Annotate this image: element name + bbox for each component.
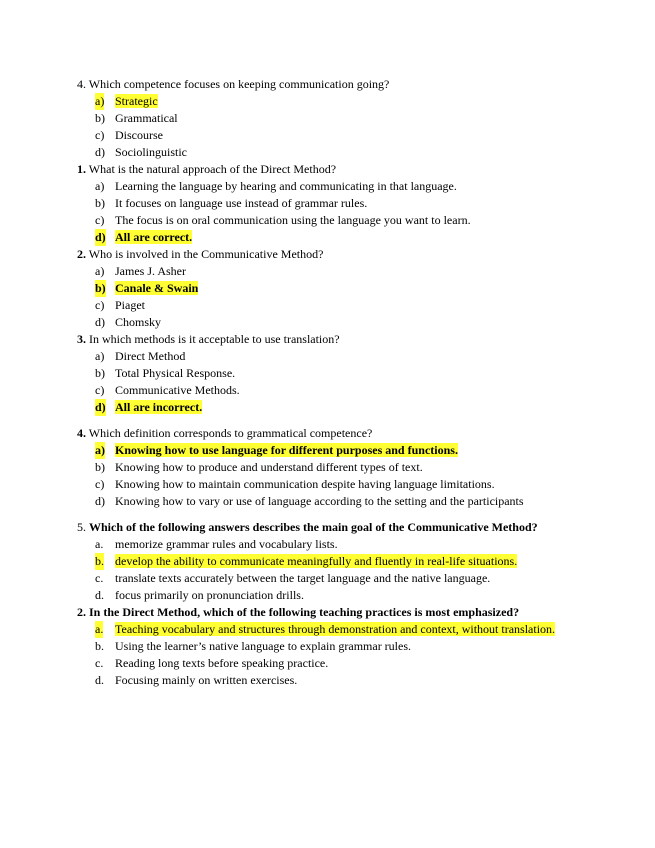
question-number: 3.: [77, 332, 86, 346]
option-label: d.: [95, 673, 104, 687]
answer-option: [77, 476, 582, 493]
option-label: c.: [95, 571, 104, 585]
option-label: b): [95, 460, 105, 474]
option-label: d.: [95, 588, 104, 602]
option-text: Learning the language by hearing and communicating in that language.: [115, 179, 457, 193]
answer-option: [77, 399, 582, 416]
option-text-highlighted: develop the ability to communicate meaningfully and fluently in real-life situations.: [115, 554, 518, 568]
option-label: b): [95, 366, 105, 380]
option-label: d): [95, 315, 105, 329]
option-label: b): [95, 111, 105, 125]
option-label: c): [95, 213, 105, 227]
question-text: [77, 246, 582, 263]
option-text-highlighted: Strategic: [115, 94, 158, 108]
answer-option: [77, 178, 582, 195]
option-label: b.: [95, 639, 104, 653]
option-text: Using the learner’s native language to explain grammar rules.: [115, 639, 412, 653]
answer-option: [77, 459, 582, 476]
document-body: [77, 76, 582, 689]
answer-option: [77, 93, 582, 110]
question-text: [77, 161, 582, 178]
question-text: [77, 425, 582, 442]
question-block: [77, 76, 582, 161]
answer-option: [77, 587, 582, 604]
answer-option: [77, 195, 582, 212]
option-label: b): [95, 281, 106, 295]
option-label: d): [95, 400, 106, 414]
question-block: [77, 161, 582, 246]
option-label: c): [95, 298, 105, 312]
option-label: c): [95, 477, 105, 491]
option-text: translate texts accurately between the target language and the native language.: [115, 571, 491, 585]
question-block: [77, 519, 582, 604]
option-text: memorize grammar rules and vocabulary lists.: [115, 537, 338, 551]
question-prompt: Which competence focuses on keeping communication going?: [88, 77, 390, 91]
answer-option: [77, 229, 582, 246]
question-prompt: In which methods is it acceptable to use translation?: [89, 332, 340, 346]
question-number: 2.: [77, 605, 86, 619]
option-text: Grammatical: [115, 111, 178, 125]
option-label: b.: [95, 554, 104, 568]
option-label: a.: [95, 622, 104, 636]
answer-option: [77, 365, 582, 382]
option-text-highlighted: Knowing how to use language for different purposes and functions.: [115, 443, 458, 457]
option-label: b): [95, 196, 105, 210]
question-prompt: Which of the following answers describes the main goal of the Communicative Method?: [89, 520, 538, 534]
answer-option: [77, 280, 582, 297]
option-list: [77, 621, 582, 689]
question-block: [77, 604, 582, 689]
option-list: [77, 178, 582, 246]
option-text: James J. Asher: [115, 264, 186, 278]
option-text: Communicative Methods.: [115, 383, 240, 397]
answer-option: [77, 263, 582, 280]
option-text: Reading long texts before speaking practice.: [115, 656, 329, 670]
option-text-highlighted: Canale & Swain: [115, 281, 199, 295]
option-text-highlighted: All are incorrect.: [115, 400, 203, 414]
answer-option: [77, 127, 582, 144]
question-block: [77, 331, 582, 416]
question-number: 1.: [77, 162, 86, 176]
question-number: 4.: [77, 77, 86, 91]
question-prompt: Which definition corresponds to grammatical competence?: [88, 426, 373, 440]
answer-option: [77, 144, 582, 161]
question-text: [77, 519, 582, 536]
option-label: d): [95, 230, 106, 244]
question-text: [77, 331, 582, 348]
answer-option: [77, 212, 582, 229]
option-label: a): [95, 443, 105, 457]
answer-option: [77, 621, 582, 638]
question-text: [77, 604, 582, 621]
question-text: [77, 76, 582, 93]
option-text: Discourse: [115, 128, 163, 142]
option-label: d): [95, 494, 105, 508]
question-number: 5.: [77, 520, 86, 534]
option-text-highlighted: Teaching vocabulary and structures through demonstration and context, without translation.: [115, 622, 556, 636]
option-text: Focusing mainly on written exercises.: [115, 673, 298, 687]
option-text: Knowing how to maintain communication despite having language limitations.: [115, 477, 495, 491]
option-list: [77, 536, 582, 604]
option-list: [77, 442, 582, 510]
answer-option: [77, 570, 582, 587]
question-prompt: What is the natural approach of the Direct Method?: [88, 162, 337, 176]
answer-option: [77, 110, 582, 127]
option-list: [77, 348, 582, 416]
option-text: Sociolinguistic: [115, 145, 187, 159]
option-text: Knowing how to vary or use of language according to the setting and the participants: [115, 494, 524, 508]
option-label: c): [95, 383, 105, 397]
answer-option: [77, 297, 582, 314]
option-text: focus primarily on pronunciation drills.: [115, 588, 304, 602]
option-list: [77, 93, 582, 161]
answer-option: [77, 493, 582, 510]
answer-option: [77, 442, 582, 459]
answer-option: [77, 655, 582, 672]
answer-option: [77, 348, 582, 365]
option-label: a): [95, 349, 105, 363]
option-label: a): [95, 94, 105, 108]
answer-option: [77, 382, 582, 399]
question-number: 2.: [77, 247, 86, 261]
answer-option: [77, 553, 582, 570]
question-prompt: In the Direct Method, which of the following teaching practices is most emphasized?: [89, 605, 520, 619]
question-block: [77, 425, 582, 510]
option-text: The focus is on oral communication using the language you want to learn.: [115, 213, 471, 227]
question-number: 4.: [77, 426, 86, 440]
option-label: c.: [95, 656, 104, 670]
question-prompt: Who is involved in the Communicative Method?: [88, 247, 324, 261]
option-list: [77, 263, 582, 331]
question-block: [77, 246, 582, 331]
answer-option: [77, 672, 582, 689]
option-label: c): [95, 128, 105, 142]
answer-option: [77, 536, 582, 553]
option-text: Knowing how to produce and understand different types of text.: [115, 460, 423, 474]
option-text: Piaget: [115, 298, 145, 312]
option-text: Direct Method: [115, 349, 186, 363]
option-label: a.: [95, 537, 104, 551]
option-text: Chomsky: [115, 315, 162, 329]
option-text: It focuses on language use instead of grammar rules.: [115, 196, 368, 210]
option-label: a): [95, 179, 105, 193]
option-label: a): [95, 264, 105, 278]
answer-option: [77, 314, 582, 331]
option-text: Total Physical Response.: [115, 366, 236, 380]
option-label: d): [95, 145, 105, 159]
option-text-highlighted: All are correct.: [115, 230, 193, 244]
answer-option: [77, 638, 582, 655]
